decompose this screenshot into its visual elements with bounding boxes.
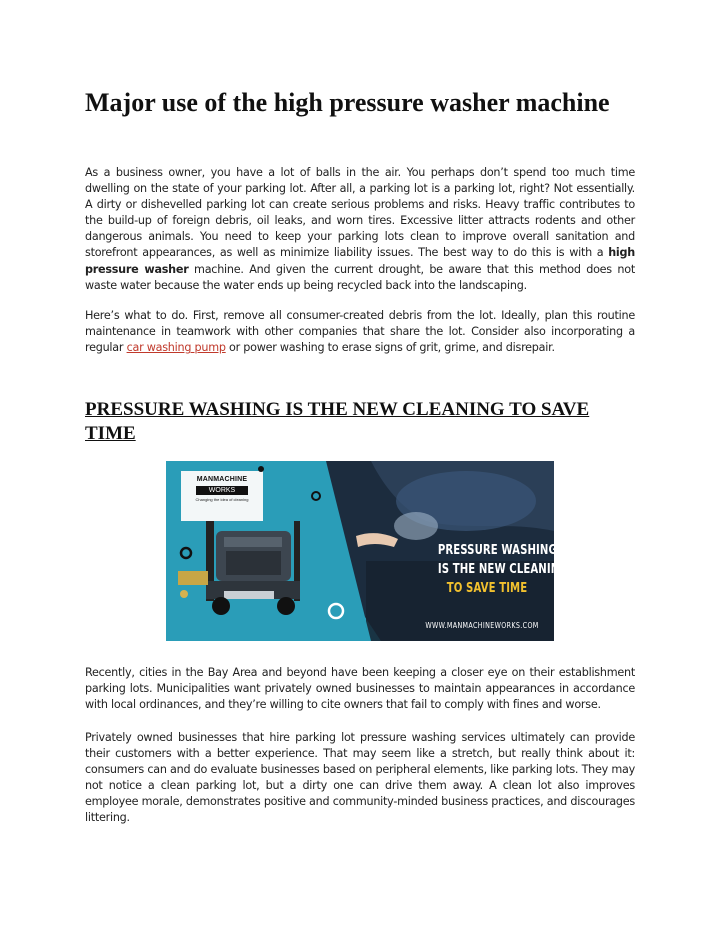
headline-line-2: IS THE NEW CLEANING (437, 562, 568, 577)
banner-headline (437, 541, 568, 598)
instructions-text-start: Here’s what to do. First, remove all consumer-created debris from the lot. Ideally, plan this routine maintenance in teamwork with other companies that share the lot. Consider also incorporating a regular (85, 309, 635, 355)
headline-line-3: TO SAVE TIME (446, 581, 528, 596)
headline-line-1: PRESSURE WASHING (437, 543, 557, 558)
banner-website: WWW.MANMACHINEWORKS.COM (425, 621, 539, 630)
bay-area-paragraph: Recently, cities in the Bay Area and beyond have been keeping a closer eye on their establishment parking lots. Municipalities want privately owned businesses to maintain appearances in accordance with local ordinances, and they’re willing to cite owners that fail to comply with fines and worse. (85, 666, 635, 712)
page-title: Major use of the high pressure washer machine (85, 88, 610, 117)
brand-logo (186, 476, 258, 518)
logo-text-top: MANMACHINE (196, 476, 248, 483)
instructions-paragraph (85, 308, 635, 356)
logo-tagline: Changing the idea of cleaning (195, 497, 249, 502)
intro-text-start: As a business owner, you have a lot of balls in the air. You perhaps don’t spend too much time dwelling on the state of your parking lot. After all, a parking lot is a parking lot, right? Not essentially. A dirty or dishevelled parking lot can create serious problems and risks. Heavy traffic contributes to the build-up of foreign debris, oil leaks, and worn tires. Excessive litter attracts rodents and other dangerous animals. You need to keep your parking lots clean to improve overall sanitation and storefront appearances, as well as minimize liability issues. The best way to do this is with a (85, 166, 635, 260)
benefits-paragraph: Privately owned businesses that hire parking lot pressure washing services ultimately can provide their customers with a better experience. That may seem like a stretch, but really think about it: consumers can and do evaluate businesses based on peripheral elements, like parking lots. They may not notice a clean parking lot, but a dirty one can drive them away. A clean lot also improves employee morale, demonstrates positive and community-minded business practices, and discourages littering. (85, 731, 635, 825)
logo-text-bottom: WORKS (196, 486, 248, 495)
bold-keyword: high pressure washer (85, 246, 635, 276)
section-heading: PRESSURE WASHING IS THE NEW CLEANING TO SAVE TIME (85, 399, 590, 444)
pressure-washing-banner (166, 461, 568, 641)
intro-text-end: machine. And given the current drought, be aware that this method does not waste water because the water ends up being recycled back into the landscaping. (85, 262, 635, 292)
instructions-text-end: or power washing to erase signs of grit, grime, and disrepair. (225, 341, 555, 355)
intro-paragraph (85, 165, 635, 294)
car-washing-pump-link[interactable]: car washing pump (126, 341, 226, 355)
